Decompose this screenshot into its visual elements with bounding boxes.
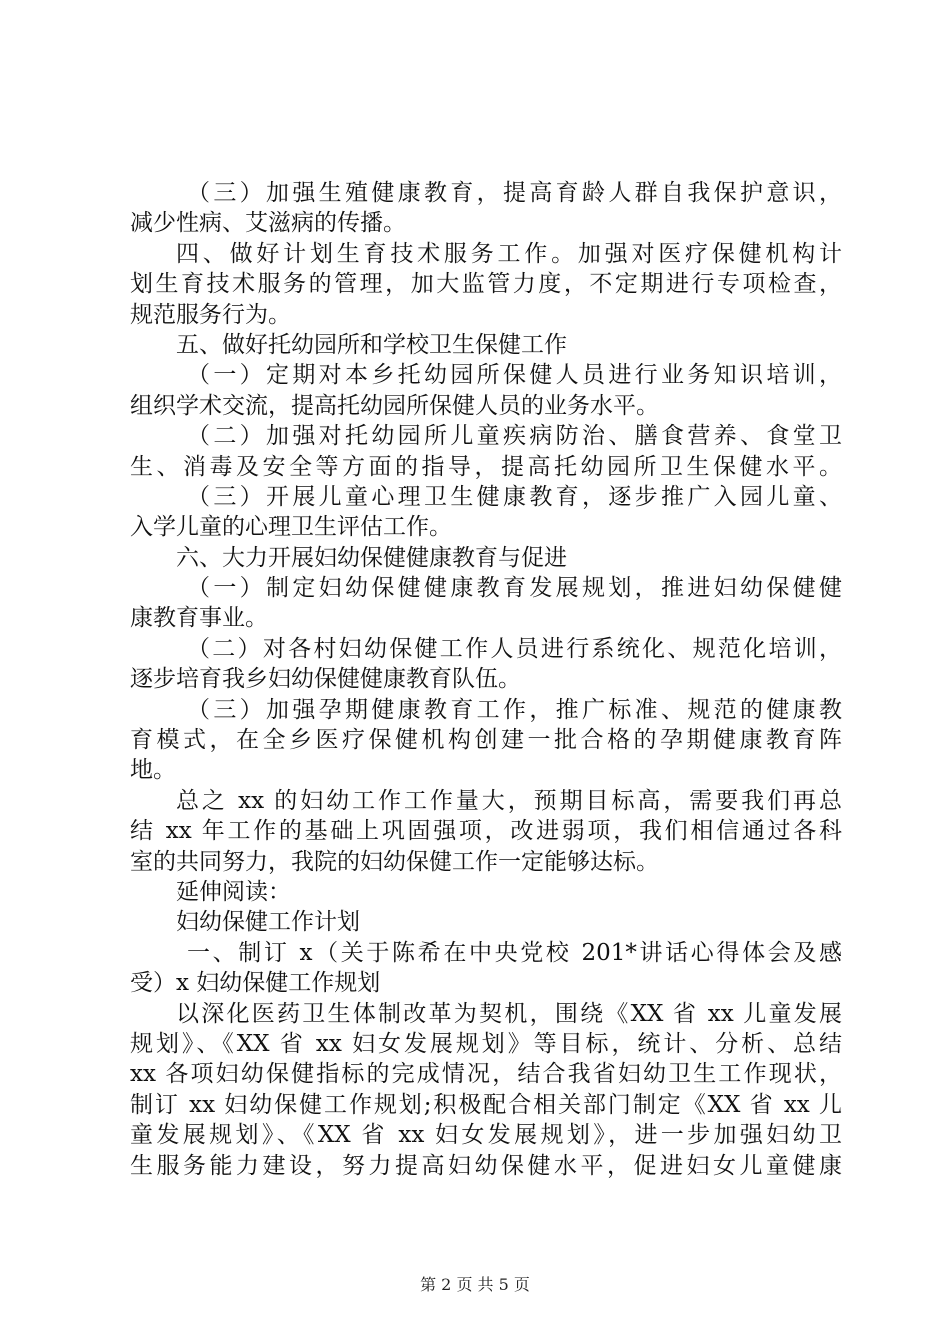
paragraph-line: 规划》、《XX 省 xx 妇女发展规划》等目标，统计、分析、总结 bbox=[130, 1030, 842, 1057]
paragraph-line: 受）x 妇幼保健工作规划 bbox=[130, 970, 381, 997]
paragraph-line: 童发展规划》、《XX 省 xx 妇女发展规划》，进一步加强妇幼卫 bbox=[130, 1122, 842, 1149]
paragraph-line: 生、消毒及安全等方面的指导，提高托幼园所卫生保健水平。 bbox=[130, 453, 842, 480]
paragraph-line: 制订 xx 妇幼保健工作规划;积极配合相关部门制定《XX 省 xx 儿 bbox=[130, 1091, 842, 1118]
paragraph-line: （一）制定妇幼保健健康教育发展规划，推进妇幼保健健 bbox=[187, 575, 842, 602]
section-heading: 延伸阅读： bbox=[176, 878, 291, 905]
paragraph-line: 以深化医药卫生体制改革为契机，围绕《XX 省 xx 儿童发展 bbox=[176, 1000, 842, 1027]
paragraph-line: 一、制订 x（关于陈希在中央党校 201*讲话心得体会及感 bbox=[187, 939, 842, 966]
document-body bbox=[130, 178, 842, 1181]
paragraph-line: 康教育事业。 bbox=[130, 605, 268, 632]
paragraph-line: 室的共同努力，我院的妇幼保健工作一定能够达标。 bbox=[130, 848, 659, 875]
paragraph-line: 四、做好计划生育技术服务工作。加强对医疗保健机构计 bbox=[176, 240, 842, 267]
section-heading: 五、做好托幼园所和学校卫生保健工作 bbox=[176, 331, 567, 358]
paragraph-line: 总之 xx 的妇幼工作工作量大，预期目标高，需要我们再总 bbox=[176, 787, 842, 814]
paragraph-line: 逐步培育我乡妇幼保健健康教育队伍。 bbox=[130, 666, 521, 693]
paragraph-line: 育模式，在全乡医疗保健机构创建一批合格的孕期健康教育阵 bbox=[130, 727, 842, 754]
paragraph-line: （二）加强对托幼园所儿童疾病防治、膳食营养、食堂卫 bbox=[187, 423, 842, 450]
paragraph-line: （一）定期对本乡托幼园所保健人员进行业务知识培训， bbox=[187, 362, 842, 389]
paragraph-line: （三）开展儿童心理卫生健康教育，逐步推广入园儿童、 bbox=[187, 483, 842, 510]
paragraph-line: （二）对各村妇幼保健工作人员进行系统化、规范化培训， bbox=[187, 635, 842, 662]
page-number-footer: 第 2 页 共 5 页 bbox=[420, 1275, 530, 1294]
paragraph-line: （三）加强生殖健康教育，提高育龄人群自我保护意识， bbox=[187, 180, 842, 206]
section-heading: 六、大力开展妇幼保健健康教育与促进 bbox=[176, 544, 567, 571]
paragraph-line: 结 xx 年工作的基础上巩固强项，改进弱项，我们相信通过各科 bbox=[130, 818, 842, 845]
paragraph-line: 入学儿童的心理卫生评估工作。 bbox=[130, 514, 452, 541]
paragraph-line: 划生育技术服务的管理，加大监管力度，不定期进行专项检查， bbox=[130, 271, 842, 298]
paragraph-line: 生服务能力建设，努力提高妇幼保健水平，促进妇女儿童健康 bbox=[130, 1152, 842, 1179]
paragraph-line: 地。 bbox=[130, 757, 176, 784]
section-heading: 妇幼保健工作计划 bbox=[176, 909, 360, 936]
paragraph-line: （三）加强孕期健康教育工作，推广标准、规范的健康教 bbox=[187, 696, 842, 723]
paragraph-line: 减少性病、艾滋病的传播。 bbox=[130, 210, 406, 237]
paragraph-line: 规范服务行为。 bbox=[130, 301, 291, 328]
paragraph-line: 组织学术交流，提高托幼园所保健人员的业务水平。 bbox=[130, 392, 659, 419]
paragraph-line: xx 各项妇幼保健指标的完成情况，结合我省妇幼卫生工作现状， bbox=[130, 1061, 842, 1088]
